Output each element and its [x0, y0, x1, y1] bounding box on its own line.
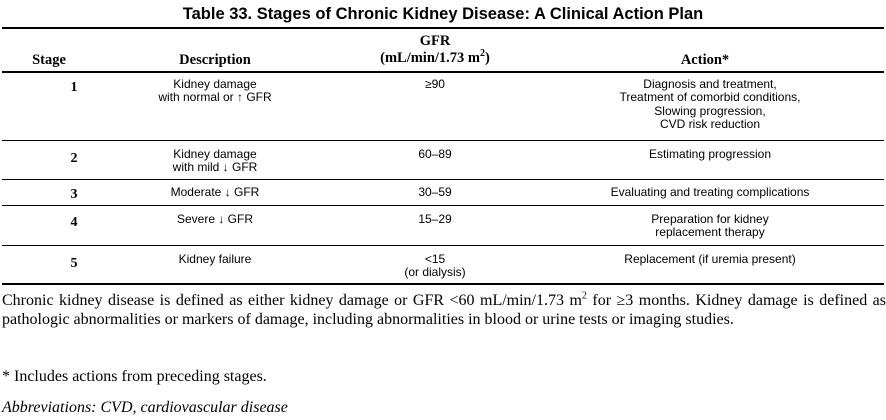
row-1-gfr: ≥90	[425, 77, 445, 91]
row-5-action: Replacement (if uremia present)	[624, 252, 796, 266]
row-5-description: Kidney failure	[178, 252, 252, 266]
definition-text: Chronic kidney disease is defined as either kidney damage or GFR <60 mL/min/1.73 m	[2, 292, 582, 309]
row-5-gfr: <15 (or dialysis)	[404, 252, 466, 280]
row-3-stage: 3	[70, 187, 78, 202]
row-2-gfr: 60–89	[418, 147, 452, 161]
table-title: Table 33. Stages of Chronic Kidney Disease: A Clinical Action Plan	[182, 5, 704, 23]
row-3-action: Evaluating and treating complications	[610, 185, 810, 199]
header-gfr-line2: (mL/min/1.73 m	[380, 50, 481, 66]
definition-text-cont: for ≥3 months. Kidney damage is defined as pathologic abnormalities or markers of damage, including abnormalities in blood or urine tests or imaging studies.	[2, 292, 886, 328]
row-4-action: Preparation for kidney replacement therapy	[651, 212, 769, 240]
row-1-description: Kidney damage with normal or ↑ GFR	[158, 77, 272, 105]
header-gfr-line1: GFR	[419, 33, 451, 49]
header-rule	[2, 71, 884, 73]
row-2-action: Estimating progression	[648, 147, 772, 161]
header-gfr-close: )	[485, 50, 490, 66]
row-3-description: Moderate ↓ GFR	[170, 185, 260, 199]
abbreviations-footnote: Abbreviations: CVD, cardiovascular disease	[2, 399, 288, 416]
row-4-gfr: 15–29	[418, 212, 452, 226]
header-gfr	[340, 33, 530, 67]
top-rule	[2, 27, 884, 29]
definition-footnote	[2, 291, 886, 329]
bottom-rule	[2, 283, 884, 285]
row-2-description: Kidney damage with mild ↓ GFR	[172, 147, 258, 175]
row-3-rule	[2, 205, 884, 206]
row-1-stage: 1	[70, 80, 78, 95]
row-5-stage: 5	[70, 256, 78, 271]
definition-sup: 2	[581, 290, 587, 302]
row-4-description: Severe ↓ GFR	[176, 212, 254, 226]
header-gfr-sup: 2	[480, 48, 486, 60]
asterisk-footnote: * Includes actions from preceding stages.	[2, 368, 267, 385]
row-2-stage: 2	[70, 151, 78, 166]
row-4-stage: 4	[70, 215, 78, 230]
row-3-gfr: 30–59	[418, 185, 452, 199]
row-4-rule	[2, 245, 884, 246]
header-action: Action*	[680, 52, 730, 68]
header-description: Description	[179, 52, 251, 68]
row-1-action: Diagnosis and treatment, Treatment of comorbid conditions, Slowing progression, CVD risk reduction	[619, 77, 801, 131]
row-1-rule	[2, 140, 884, 141]
header-stage: Stage	[32, 52, 66, 68]
row-2-rule	[2, 179, 884, 180]
